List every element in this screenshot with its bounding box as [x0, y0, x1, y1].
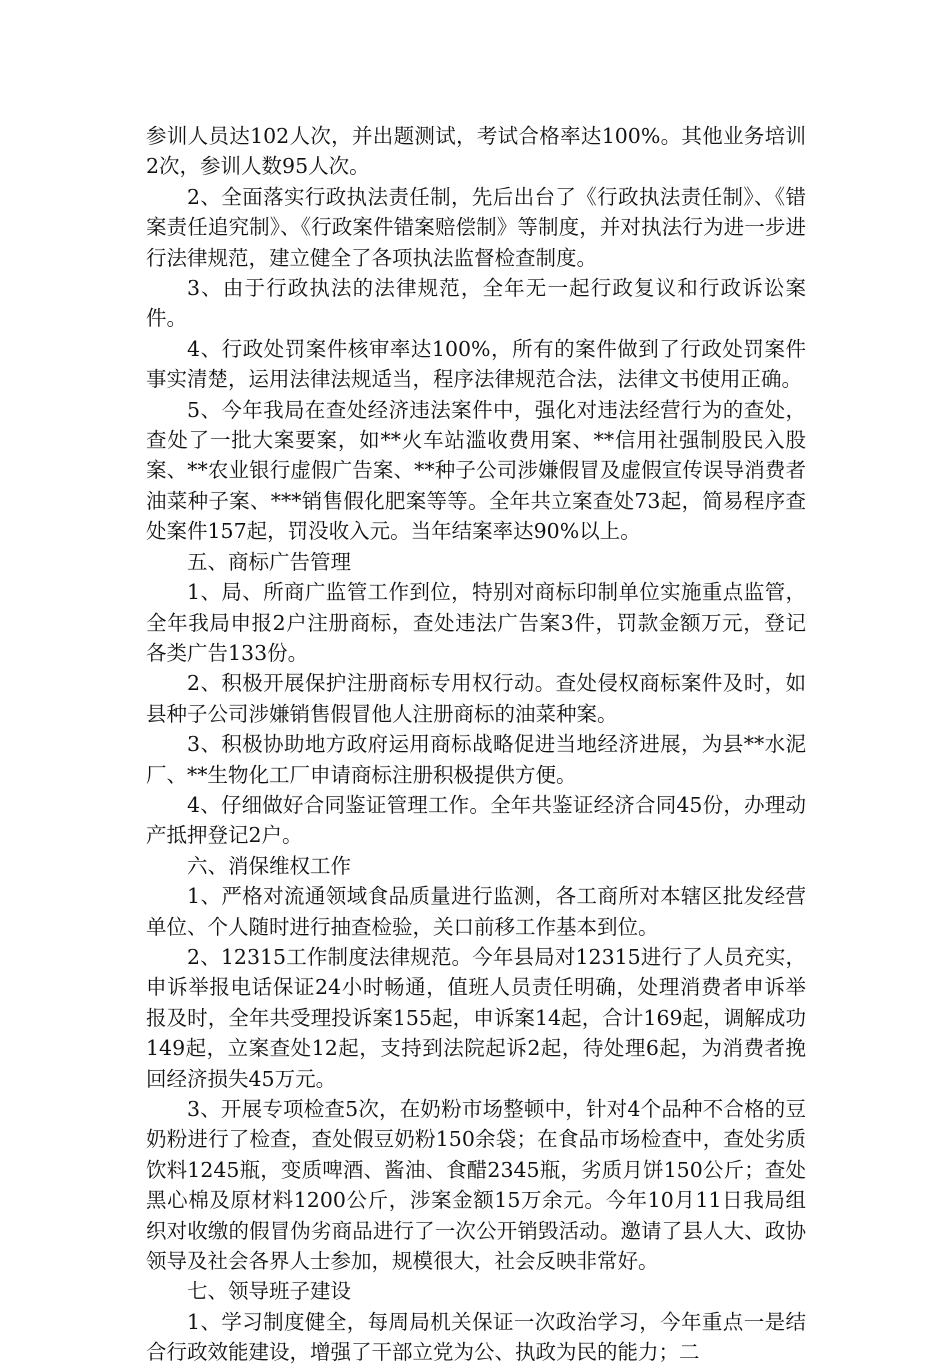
- paragraph-special-inspections: 3、开展专项检查5次，在奶粉市场整顿中，针对4个品种不合格的豆奶粉进行了检查，查处假豆奶粉150余袋；在食品市场检查中，查处劣质饮料1245瓶，变质啤酒、酱油、食醋2345瓶，劣质月饼150公斤；查处黑心棉及原材料1200公斤，涉案金额15万余元。今年10月11日我局组织对收缴的假冒伪劣商品进行了一次公开销毁活动。邀请了县人大、政协领导及社会各界人士参加，规模很大，社会反映非常好。: [146, 1097, 806, 1274]
- paragraph-no-administrative-review: 3、由于行政执法的法律规范，全年无一起行政复议和行政诉讼案件。: [146, 276, 806, 331]
- section-heading-consumer-protection: 六、消保维权工作: [187, 853, 351, 878]
- paragraph-trademark-supervision: 1、局、所商广监管工作到位，特别对商标印制单位实施重点监管，全年我局申报2户注册商标，查处违法广告案3件，罚款金额万元，登记各类广告133份。: [146, 580, 806, 665]
- document-body: [146, 121, 806, 1368]
- paragraph-penalty-review-rate: 4、行政处罚案件核审率达100%，所有的案件做到了行政处罚案件事实清楚，运用法律法规适当，程序法律规范合法，法律文书使用正确。: [146, 336, 806, 392]
- paragraph-law-enforcement-responsibility: 2、全面落实行政执法责任制，先后出台了《行政执法责任制》、《错案责任追究制》、《行政案件错案赔偿制》等制度，并对执法行为进一步进行法律规范，建立健全了各项执法监督检查制度。: [146, 184, 806, 270]
- section-heading-trademark-advertising: 五、商标广告管理: [187, 549, 351, 574]
- paragraph-food-quality-monitoring: 1、严格对流通领域食品质量进行监测，各工商所对本辖区批发经营单位、个人随时进行抽查检验，关口前移工作基本到位。: [146, 884, 806, 939]
- paragraph-12315-hotline: 2、12315工作制度法律规范。今年县局对12315进行了人员充实，申诉举报电话保证24小时畅通，值班人员责任明确，处理消费者申诉举报及时，全年共受理投诉案155起，申诉案14起，合计169起，调解成功149起，立案查处12起，支持到法院起诉2起，待处理6起，为消费者挽回经济损失45万元。: [146, 944, 806, 1091]
- paragraph-trademark-protection: 2、积极开展保护注册商标专用权行动。查处侵权商标案件及时，如县种子公司涉嫌销售假冒他人注册商标的油菜种案。: [146, 671, 806, 726]
- paragraph-contract-verification: 4、仔细做好合同鉴证管理工作。全年共鉴证经济合同45份，办理动产抵押登记2户。: [146, 792, 806, 848]
- paragraph-economic-violation-cases: 5、今年我局在查处经济违法案件中，强化对违法经营行为的查处，查处了一批大案要案，如**火车站滥收费用案、**信用社强制股民入股案、**农业银行虚假广告案、**种子公司涉嫌假冒及虚假宣传误导消费者油菜种子案、***销售假化肥案等等。全年共立案查处73起，简易程序查处案件157起，罚没收入元。当年结案率达90%以上。: [146, 397, 806, 544]
- paragraph-training-stats: 参训人员达102人次，并出题测试，考试合格率达100%。其他业务培训2次，参训人数95人次。: [146, 124, 806, 179]
- section-heading-leadership-building: 七、领导班子建设: [187, 1279, 351, 1304]
- paragraph-trademark-strategy: 3、积极协助地方政府运用商标战略促进当地经济进展，为县**水泥厂、**生物化工厂申请商标注册积极提供方便。: [146, 732, 806, 787]
- paragraph-study-system: 1、学习制度健全，每周局机关保证一次政治学习，今年重点一是结合行政效能建设，增强了干部立党为公、执政为民的能力；二: [146, 1309, 806, 1365]
